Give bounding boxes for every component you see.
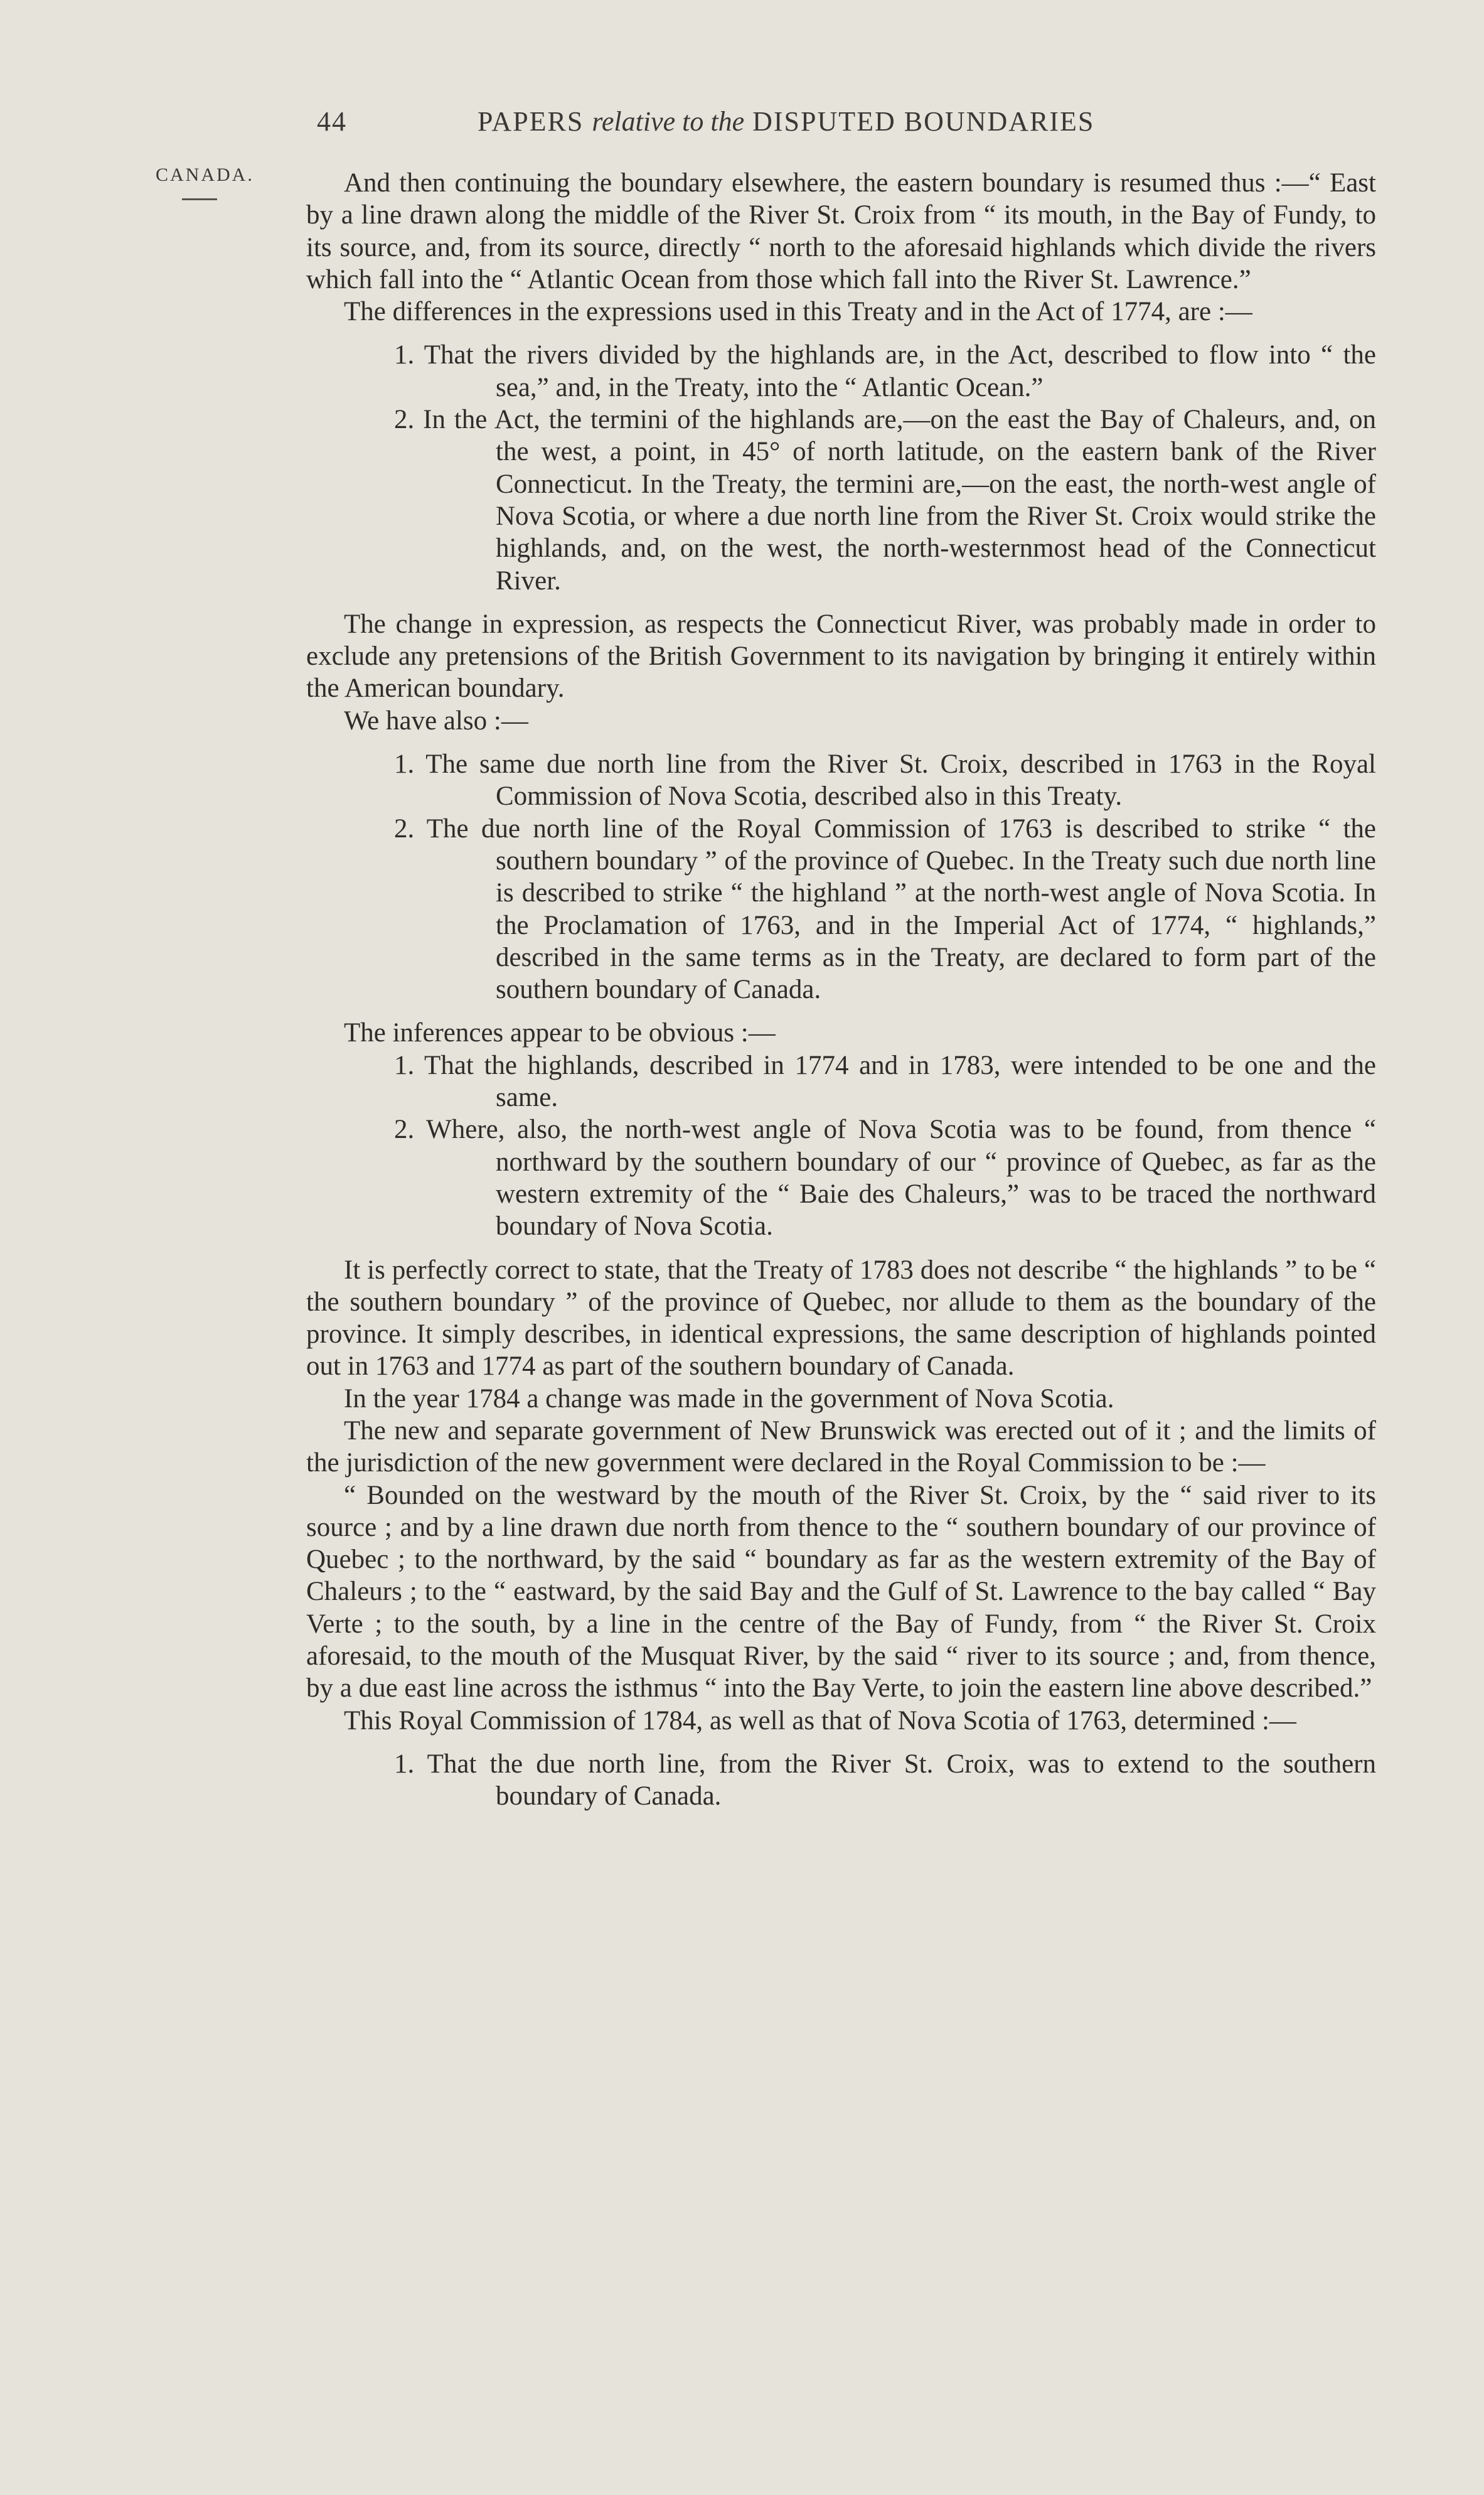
- page-number: 44: [317, 106, 347, 137]
- quoted-commission: “ Bounded on the westward by the mouth of the River St. Croix, by the “ said river to its source ; and by a line drawn due north from thence to the “ southern boundary of our province of Quebec ; to the northward, by the said “ boundary as far as the western extremity of the Bay of Chaleurs ; to the “ eastward, by the said Bay and the Gulf of St. Lawrence to the bay called “ Bay Verte ; to the south, by a line in the centre of the Bay of Fundy, from “ the River St. Croix aforesaid, to the mouth of the Musquat River, by the said “ river to its source ; and, from thence, by a due east line across the isthmus “ into the Bay Verte, to join the eastern line above described.”: [306, 1480, 1376, 1704]
- paragraph: And then continuing the boundary elsewhere, the eastern boundary is resumed thus :—“ East by a line drawn along the middle of the River St. Croix from “ its mouth, in the Bay of Fundy, to its source, and, from its source, directly “ north to the aforesaid highlands which divide the rivers which fall into the “ Atlantic Ocean from those which fall into the River St. Lawrence.”: [306, 168, 1376, 294]
- list-item: 2. Where, also, the north-west angle of Nova Scotia was to be found, from thence “ northward by the southern boundary of our “ province of Quebec, as far as the western extremity of the “ Baie des Chaleurs,” was to be traced the northward boundary of Nova Scotia.: [394, 1115, 1376, 1242]
- list-item: 1. That the due north line, from the River St. Croix, was to extend to the southern boundary of Canada.: [394, 1749, 1376, 1811]
- list-item: 1. That the rivers divided by the highlands are, in the Act, described to flow into “ the sea,” and, in the Treaty, into the “ Atlantic Ocean.”: [394, 340, 1376, 402]
- paragraph: The inferences appear to be obvious :—: [344, 1018, 776, 1048]
- list-item: 1. The same due north line from the River St. Croix, described in 1763 in the Royal Commission of Nova Scotia, described also in this Treaty.: [394, 749, 1376, 812]
- paragraph: The new and separate government of New Brunswick was erected out of it ; and the limits of the jurisdiction of the new government were declared in the Royal Commission to be :—: [306, 1415, 1376, 1478]
- margin-note-rule: [182, 198, 217, 200]
- paragraph: We have also :—: [344, 706, 528, 736]
- list-item: 1. That the highlands, described in 1774 and in 1783, were intended to be one and the same.: [394, 1050, 1376, 1113]
- running-title: PAPERS relative to the DISPUTED BOUNDARIES: [478, 106, 1095, 137]
- paragraph: This Royal Commission of 1784, as well as that of Nova Scotia of 1763, determined :—: [344, 1705, 1296, 1736]
- paragraph: The change in expression, as respects the Connecticut River, was probably made in order to exclude any pretensions of the British Government to its navigation by bringing it entirely within the American boundary.: [306, 609, 1376, 704]
- paragraph: It is perfectly correct to state, that the Treaty of 1783 does not describe “ the highlands ” to be “ the southern boundary ” of the province of Quebec, nor allude to them as the boundary of the province. It simply describes, in identical expressions, the same description of highlands pointed out in 1763 and 1774 as part of the southern boundary of Canada.: [306, 1255, 1376, 1382]
- margin-note-canada: CANADA.: [156, 164, 254, 185]
- paragraph: In the year 1784 a change was made in the government of Nova Scotia.: [344, 1383, 1114, 1414]
- body-text: [306, 167, 1376, 1813]
- running-header: [317, 105, 1377, 144]
- list-item: 2. In the Act, the termini of the highlands are,—on the east the Bay of Chaleurs, and, on the west, a point, in 45° of north latitude, on the eastern bank of the River Connecticut. In the Treaty, the termini are,—on the east, the north-west angle of Nova Scotia, or where a due north line from the River St. Croix would strike the highlands, and, on the west, the north-westernmost head of the Connecticut River.: [394, 405, 1376, 596]
- paragraph: The differences in the expressions used in this Treaty and in the Act of 1774, are :—: [344, 297, 1252, 327]
- list-item: 2. The due north line of the Royal Commission of 1763 is described to strike “ the southern boundary ” of the province of Quebec. In the Treaty such due north line is described to strike “ the highland ” at the north-west angle of Nova Scotia. In the Proclamation of 1763, and in the Imperial Act of 1774, “ highlands,” described in the same terms as in the Treaty, are declared to form part of the southern boundary of Canada.: [394, 813, 1376, 1005]
